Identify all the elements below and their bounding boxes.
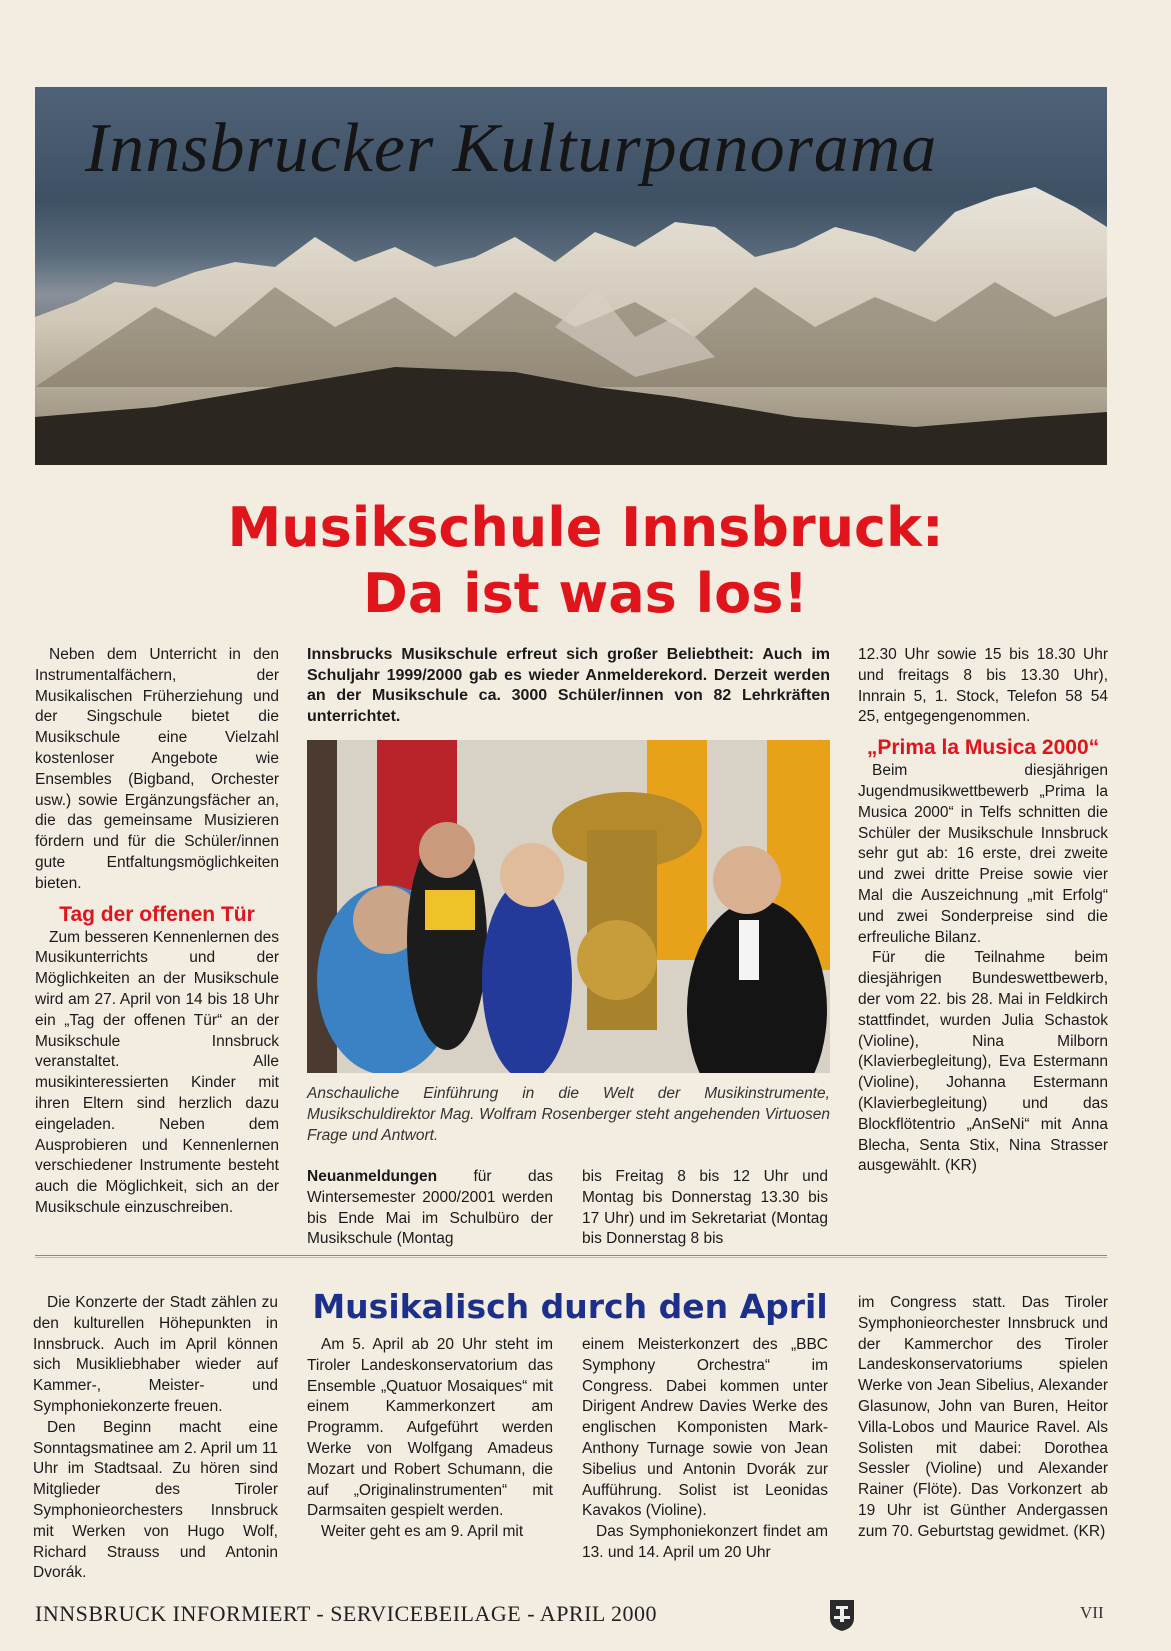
center-col-b: bis Freitag 8 bis 12 Uhr und Montag bis Donnerstag 13.30 bis 17 Uhr) und im Sekretariat (Montag bis Donnerstag 8 bis	[582, 1168, 828, 1248]
section-divider	[35, 1255, 1107, 1256]
section-divider-2	[35, 1257, 1107, 1258]
concerts-col-2	[307, 1335, 553, 1543]
right-p1: Beim diesjährigen Jugendmusikwettbewerb „Prima la Musica 2000“ in Telfs schnitten die Schüler der Musikschule Innsbruck sehr gut ab: 16 erste, drei zweite und zwei dritte Preise sowie vier Mal die Auszeichnung „mit Erfolg“ und zwei Sonderpreise sind die erfreuliche Bilanz.	[858, 762, 1108, 946]
page-number: VII	[1080, 1603, 1104, 1622]
center-col-a-text: für das Wintersemester 2000/2001 werden bis Ende Mai im Schulbüro der Musikschule (Montag	[307, 1168, 553, 1248]
left-body: Zum besseren Kennenlernen des Musikunterrichts und der Möglichkeiten an der Musikschule wird am 27. April von 14 bis 18 Uhr ein „Tag der offenen Tür“ an der Musikschule Innsbruck veranstaltet. Alle musikinteressierten Kinder mit ihren Eltern sind herzlich dazu eingeladen. Neben dem Ausprobieren und Kennenlernen verschiedener Instrumente besteht auch die Möglichkeit, sich an der Musikschule einzuschreiben.	[35, 928, 279, 1216]
main-headline	[0, 495, 1171, 627]
center-col-a	[307, 1167, 553, 1250]
concerts-col3-p1: einem Meisterkonzert des „BBC Symphony Orchestra“ im Congress. Dabei kommen unter Dirigent Andrew Davies Werke des englischen Komponisten Mark-Anthony Turnage sowie von Jean Sibelius und Antonin Dvorák zur Aufführung. Solist ist Leonidas Kavakos (Violine).	[582, 1336, 828, 1520]
concerts-col4-p1: im Congress statt. Das Tiroler Symphonieorchester Innsbruck und der Kammerchor des Tiroler Landeskonservatoriums spielen Werke von Jean Sibelius, Alexander Glasunow, John van Buren, Heitor Villa-Lobos und Maurice Ravel. Als Solisten mit dabei: Dorothea Sessler (Violine) und Alexander Rainer (Flöte). Das Vorkonzert ab 19 Uhr ist Günther Andergassen zum 70. Geburtstag gewidmet. (KR)	[858, 1294, 1108, 1540]
concerts-col3-p2: Das Symphoniekonzert findet am 13. und 14. April um 20 Uhr	[582, 1523, 828, 1561]
new-registrations-label: Neuanmeldungen	[307, 1168, 438, 1185]
photo-caption: Anschauliche Einführung in die Welt der Musikinstrumente, Musikschuldirektor Mag. Wolfram Rosenberger steht angehenden Virtuosen Frage und Antwort.	[307, 1085, 830, 1144]
concerts-col2-p1: Am 5. April ab 20 Uhr steht im Tiroler Landeskonservatorium das Ensemble „Quatuor Mosaiques“ mit einem Kammerkonzert am Programm. Aufgeführt werden Werke von Wolfgang Amadeus Mozart und Robert Schumann, die auf „Originalinstrumenten“ mit Darmsaiten gespielt werden.	[307, 1336, 553, 1520]
footer-text: INNSBRUCK INFORMIERT - SERVICEBEILAGE - APRIL 2000	[35, 1601, 658, 1626]
left-intro: Neben dem Unterricht in den Instrumentalfächern, der Musikalischen Früherziehung und der Singschule bietet die Musikschule eine Vielzahl kostenloser Angebote wie Ensembles (Bigband, Orchester usw.) sowie Ergänzungsfächer an, die das gemeinsame Musizieren fördern und für die Schüler/innen gute Entfaltungsmöglichkeiten bieten.	[35, 646, 279, 892]
concerts-col1-p1: Die Konzerte der Stadt zählen zu den kulturellen Höhepunkten in Innsbruck. Auch im April können sich Musikliebhaber wieder auf Kammer-, Meister- und Symphoniekonzerte freuen.	[33, 1294, 278, 1415]
headline-line-2: Da ist was los!	[363, 562, 808, 625]
city-crest-icon	[828, 1598, 856, 1632]
concerts-col-4	[858, 1293, 1108, 1543]
right-intro: 12.30 Uhr sowie 15 bis 18.30 Uhr und freitags 8 bis 13.30 Uhr), Innrain 5, 1. Stock, Telefon 58 54 25, entgegengenommen.	[858, 646, 1108, 726]
concerts-col-3	[582, 1335, 828, 1564]
concerts-title: Musikalisch durch den April	[312, 1287, 828, 1326]
concerts-col1-p2: Den Beginn macht eine Sonntagsmatinee am 2. April um 11 Uhr im Stadtsaal. Zu hören sind Mitglieder des Tiroler Symphonieorchesters Innsbruck mit Werken von Hugo Wolf, Richard Strauss und Antonin Dvorák.	[33, 1418, 278, 1582]
mountain-banner	[35, 87, 1107, 465]
subhead-open-day: Tag der offenen Tür	[59, 902, 255, 926]
left-column	[35, 645, 279, 1219]
music-school-photo	[307, 740, 830, 1073]
lead-paragraph: Innsbrucks Musikschule erfreut sich großer Beliebtheit: Auch im Schuljahr 1999/2000 gab es wieder Anmelderekord. Derzeit werden an der Musikschule ca. 3000 Schüler/innen von 82 Lehrkräften unterrichtet.	[307, 646, 830, 725]
right-p2: Für die Teilnahme beim diesjährigen Bundeswettbewerb, der vom 22. bis 28. Mai in Feldkirch stattfindet, wurden Julia Schastok (Violine), Nina Milborn (Klavierbegleitung), Eva Estermann (Violine), Johanna Estermann (Klavierbegleitung) und das Blockflötentrio „AnSeNi“ mit Anna Blecha, Senta Stix, Nina Strasser ausgewählt. (KR)	[858, 949, 1108, 1175]
concerts-col-1	[33, 1293, 278, 1584]
headline-line-1: Musikschule Innsbruck:	[227, 496, 944, 559]
banner-title: Innsbrucker Kulturpanorama	[85, 110, 938, 187]
concerts-col2-p2: Weiter geht es am 9. April mit	[321, 1523, 524, 1541]
right-column	[858, 645, 1108, 1177]
photo-illustration	[307, 740, 830, 1073]
subhead-prima-la-musica: „Prima la Musica 2000“	[866, 736, 1100, 760]
